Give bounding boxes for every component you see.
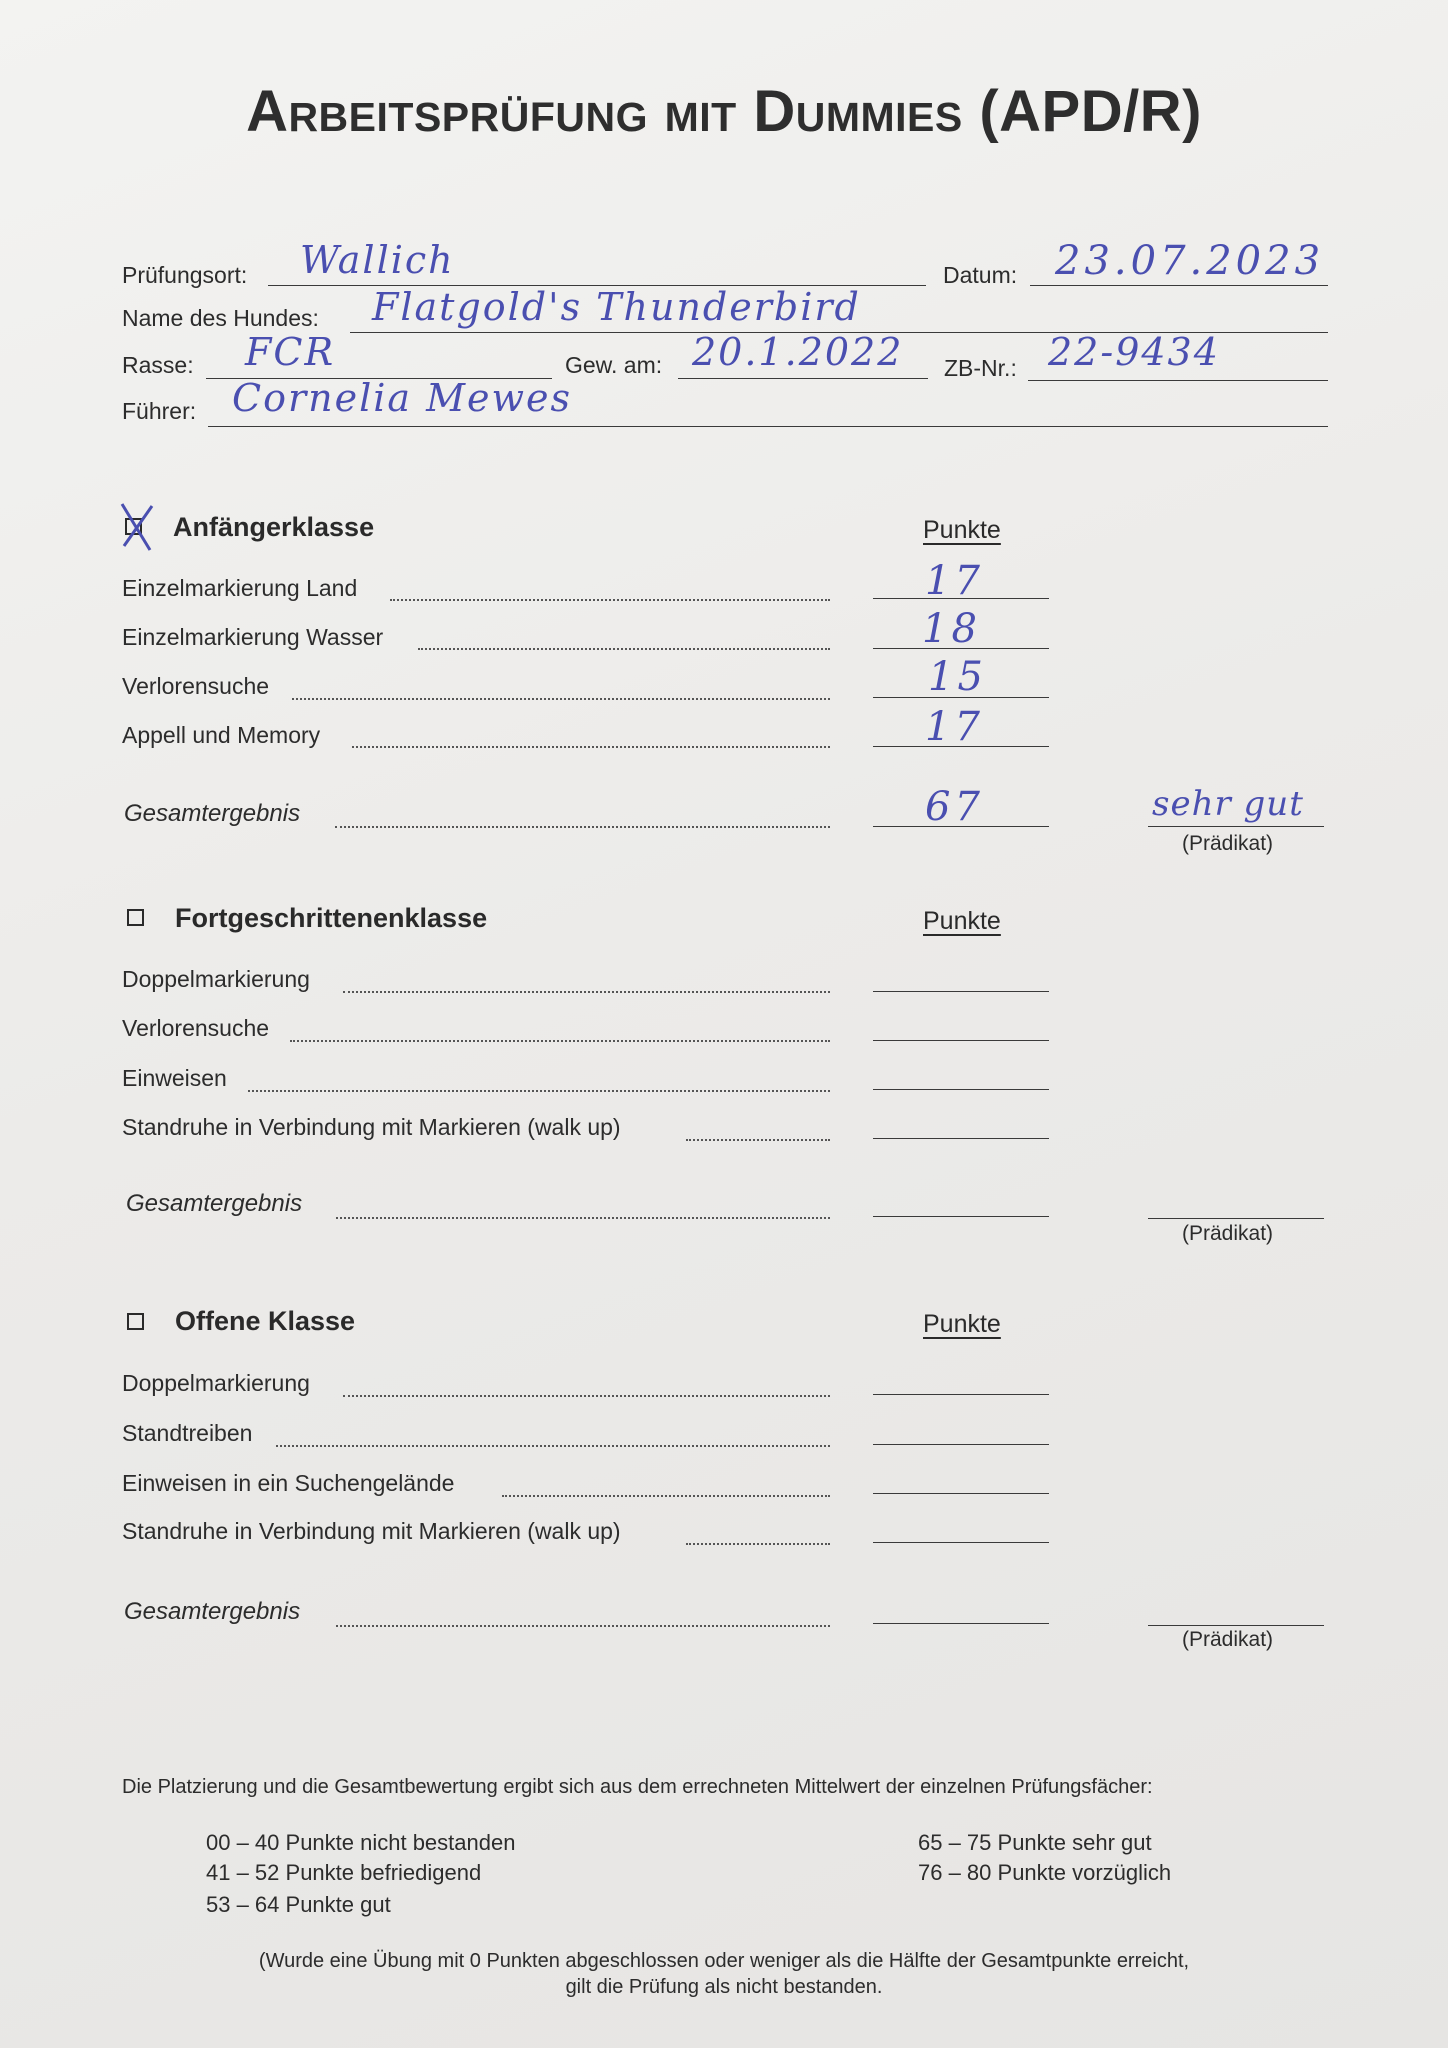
footer-intro: Die Platzierung und die Gesamtbewertung ergibt sich aus dem errechneten Mittelwert der einzelnen Prüfungsfächer: xyxy=(122,1776,1153,1798)
anfaenger-score: 17 xyxy=(925,558,984,604)
anfaenger-row-label: Einzelmarkierung Land xyxy=(122,575,358,601)
anfaenger-total-label: Gesamtergebnis xyxy=(124,800,301,827)
score-field[interactable] xyxy=(873,1394,1049,1395)
total-field[interactable] xyxy=(873,1216,1049,1217)
praedikat-field[interactable] xyxy=(1148,1625,1324,1626)
score-field[interactable] xyxy=(873,1040,1049,1041)
praedikat-field[interactable] xyxy=(1148,826,1324,827)
offen-total-label: Gesamtergebnis xyxy=(124,1598,301,1625)
datum-value: 23.07.2023 xyxy=(1055,238,1325,284)
dotted-leader xyxy=(343,990,830,993)
footer-note xyxy=(0,1948,1448,2000)
score-field[interactable] xyxy=(873,1444,1049,1445)
praedikat-field[interactable] xyxy=(1148,1218,1324,1219)
hundename-value: Flatgold's Thunderbird xyxy=(372,285,861,329)
total-field[interactable] xyxy=(873,1623,1049,1624)
anfaenger-total-value: 67 xyxy=(925,784,984,830)
praedikat-label: (Prädikat) xyxy=(1182,1628,1274,1651)
score-field[interactable] xyxy=(873,1089,1049,1090)
praedikat-label: (Prädikat) xyxy=(1182,832,1274,855)
dotted-leader xyxy=(292,697,830,700)
scale-item: 76 – 80 Punkte vorzüglich xyxy=(918,1860,1172,1885)
datum-label: Datum: xyxy=(943,262,1018,288)
dotted-leader xyxy=(335,825,830,828)
anfaenger-title: Anfängerklasse xyxy=(173,512,375,542)
anfaenger-punkte-header: Punkte xyxy=(923,516,1001,544)
fortgeschritten-checkbox[interactable] xyxy=(127,909,144,926)
zb-label: ZB-Nr.: xyxy=(944,355,1017,381)
dotted-leader xyxy=(686,1542,830,1545)
footer-note-line: (Wurde eine Übung mit 0 Punkten abgeschlossen oder weniger als die Hälfte der Gesamtpunkte erreicht, xyxy=(258,1950,1190,1972)
dotted-leader xyxy=(248,1089,830,1092)
fortgeschritten-total-label: Gesamtergebnis xyxy=(126,1190,303,1217)
gew-value: 20.1.2022 xyxy=(692,330,904,374)
dotted-leader xyxy=(502,1494,830,1497)
anfaenger-score: 18 xyxy=(922,606,981,652)
dotted-leader xyxy=(343,1394,830,1397)
fortgeschritten-title: Fortgeschrittenenklasse xyxy=(175,903,488,933)
anfaenger-row-label: Verlorensuche xyxy=(122,673,270,699)
page-title: Arbeitsprüfung mit Dummies (APD/R) xyxy=(246,79,1202,144)
offen-checkbox[interactable] xyxy=(127,1313,144,1330)
rasse-label: Rasse: xyxy=(122,352,194,378)
anfaenger-row-label: Appell und Memory xyxy=(122,722,321,748)
zb-value: 22-9434 xyxy=(1048,330,1220,374)
offen-row-label: Standtreiben xyxy=(122,1420,253,1446)
offen-row-label: Einweisen in ein Suchengelände xyxy=(122,1470,455,1496)
anfaenger-praedikat-value: sehr gut xyxy=(1152,784,1304,824)
praedikat-label: (Prädikat) xyxy=(1182,1222,1274,1245)
scale-item: 65 – 75 Punkte sehr gut xyxy=(918,1830,1152,1855)
fortgeschritten-punkte-header: Punkte xyxy=(923,907,1001,935)
anfaenger-score: 17 xyxy=(925,704,984,750)
fortgeschritten-row-label: Einweisen xyxy=(122,1065,227,1091)
dotted-leader xyxy=(336,1216,830,1219)
dotted-leader xyxy=(290,1039,830,1042)
hundename-label: Name des Hundes: xyxy=(122,305,319,331)
rasse-value: FCR xyxy=(245,330,336,374)
dotted-leader xyxy=(390,598,830,601)
fuehrer-value: Cornelia Mewes xyxy=(232,376,573,420)
offen-row-label: Standruhe in Verbindung mit Markieren (walk up) xyxy=(122,1518,621,1544)
anfaenger-score: 15 xyxy=(928,654,987,700)
pruefungsort-label: Prüfungsort: xyxy=(122,262,248,288)
score-field[interactable] xyxy=(873,1493,1049,1494)
anfaenger-row-label: Einzelmarkierung Wasser xyxy=(122,624,384,650)
score-field[interactable] xyxy=(873,1542,1049,1543)
score-field[interactable] xyxy=(873,991,1049,992)
offen-row-label: Doppelmarkierung xyxy=(122,1370,310,1396)
offen-title: Offene Klasse xyxy=(175,1306,356,1336)
dotted-leader xyxy=(276,1444,830,1447)
gew-label: Gew. am: xyxy=(565,352,663,378)
dotted-leader xyxy=(686,1138,830,1141)
scale-item: 00 – 40 Punkte nicht bestanden xyxy=(206,1830,516,1855)
fortgeschritten-row-label: Standruhe in Verbindung mit Markieren (walk up) xyxy=(122,1114,621,1140)
checkmark-icon xyxy=(116,502,158,554)
offen-punkte-header: Punkte xyxy=(923,1310,1001,1338)
dotted-leader xyxy=(336,1624,830,1627)
fuehrer-label: Führer: xyxy=(122,398,197,424)
score-field[interactable] xyxy=(873,1138,1049,1139)
dotted-leader xyxy=(418,647,830,650)
pruefungsort-value: Wallich xyxy=(300,238,455,282)
fortgeschritten-row-label: Doppelmarkierung xyxy=(122,966,310,992)
footer-note-line: gilt die Prüfung als nicht bestanden. xyxy=(565,1976,883,1998)
scale-item: 41 – 52 Punkte befriedigend xyxy=(206,1860,482,1885)
dotted-leader xyxy=(352,745,830,748)
scale-item: 53 – 64 Punkte gut xyxy=(206,1892,391,1917)
fortgeschritten-row-label: Verlorensuche xyxy=(122,1015,270,1041)
